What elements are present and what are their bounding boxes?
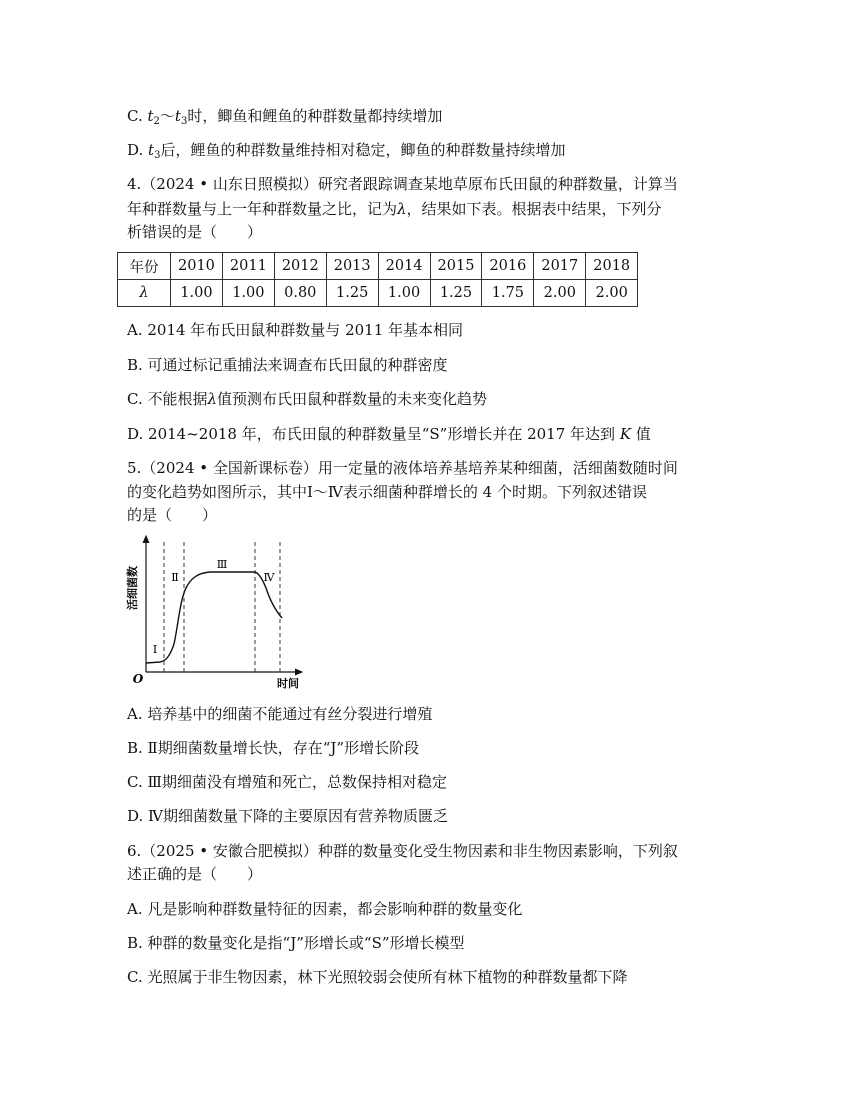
q4-option-a: A. 2014 年布氏田鼠种群数量与 2011 年基本相同 (127, 321, 464, 339)
option-text: D. 2014~2018 年，布氏田鼠的种群数量呈“S”形增长并在 2017 年达到 (127, 425, 620, 443)
time-subscript: 3 (180, 116, 188, 127)
lambda-cell: 1.00 (171, 280, 223, 307)
y-axis-label: 活细菌数 (126, 566, 139, 610)
time-subscript: 3 (154, 150, 161, 161)
option-text: 后，鲤鱼的种群数量维持相对稳定，鲫鱼的种群数量持续增加 (160, 141, 566, 159)
time-symbol: t (148, 141, 155, 159)
lambda-cell: 2.00 (586, 280, 638, 307)
q5-option-c: C. Ⅲ期细菌没有增殖和死亡，总数保持相对稳定 (127, 773, 447, 791)
row-header-year: 年份 (118, 253, 171, 280)
q4-option-b: B. 可通过标记重捕法来调查布氏田鼠的种群密度 (127, 356, 448, 374)
lambda-cell: 1.75 (482, 280, 534, 307)
option-text: 值预测布氏田鼠种群数量的未来变化趋势 (217, 390, 488, 408)
year-cell: 2016 (482, 253, 534, 280)
q6-stem-line2: 述正确的是（ ） (127, 865, 263, 883)
q6-option-a: A. 凡是影响种群数量特征的因素，都会影响种群的数量变化 (127, 900, 523, 918)
q5-stem: 5.（2024 • 全国新课标卷）用一定量的液体培养基培养某种细菌，活细菌数随时间 (127, 459, 678, 477)
option-text: 值 (631, 425, 651, 443)
lambda-cell: 1.25 (430, 280, 482, 307)
phase-label-ii: Ⅱ (171, 571, 179, 584)
lambda-cell: 0.80 (274, 280, 326, 307)
lambda-table (117, 252, 638, 307)
phase-label-i: Ⅰ (152, 643, 158, 656)
q5-option-d: D. Ⅳ期细菌数量下降的主要原因有营养物质匮乏 (127, 807, 449, 825)
time-symbol: t (174, 107, 181, 125)
q3-option-c (127, 106, 442, 132)
option-text: 时，鲫鱼和鲤鱼的种群数量都持续增加 (187, 107, 443, 125)
q6-option-b: B. 种群的数量变化是指“J”形增长或“S”形增长模型 (127, 934, 465, 952)
year-cell: 2012 (274, 253, 326, 280)
q4-stem: 4.（2024 • 山东日照模拟）研究者跟踪调查某地草原布氏田鼠的种群数量，计算当 (127, 175, 678, 193)
phase-label-iv: Ⅳ (263, 571, 275, 584)
range-separator: ～ (159, 107, 175, 125)
bacteria-growth-figure (120, 530, 310, 695)
year-cell: 2011 (222, 253, 274, 280)
lambda-symbol: λ (207, 390, 217, 408)
q6-stem: 6.（2025 • 安徽合肥模拟）种群的数量变化受生物因素和非生物因素影响，下列叙 (127, 842, 678, 860)
q6-option-c: C. 光照属于非生物因素，林下光照较弱会使所有林下植物的种群数量都下降 (127, 968, 628, 986)
growth-curve (146, 572, 282, 663)
q4-stem-line2 (127, 199, 662, 219)
phase-label-iii: Ⅲ (216, 558, 228, 571)
q5-stem-line2: 的变化趋势如图所示，其中Ⅰ～Ⅳ表示细菌种群增长的 4 个时期。下列叙述错误 (127, 483, 647, 501)
time-subscript: 2 (153, 116, 160, 127)
q4-option-c (127, 389, 487, 409)
table-row-lambda (118, 280, 638, 307)
year-cell: 2013 (326, 253, 378, 280)
x-axis-label: 时间 (277, 677, 299, 690)
year-cell: 2010 (171, 253, 223, 280)
option-prefix: D. (127, 141, 149, 159)
k-symbol: K (619, 425, 632, 443)
year-cell: 2017 (534, 253, 586, 280)
q5-stem-line3: 的是（ ） (127, 506, 218, 524)
lambda-cell: 1.00 (378, 280, 430, 307)
lambda-cell: 1.00 (222, 280, 274, 307)
time-symbol: t (147, 107, 154, 125)
q4-stem-line3: 析错误的是（ ） (127, 223, 263, 241)
row-header-lambda: λ (118, 280, 171, 307)
year-cell: 2014 (378, 253, 430, 280)
lambda-cell: 2.00 (534, 280, 586, 307)
option-prefix: C. (127, 107, 148, 125)
q4-stem-text: ，结果如下表。根据表中结果，下列分 (406, 200, 662, 218)
option-text: C. 不能根据 (127, 390, 208, 408)
year-cell: 2015 (430, 253, 482, 280)
lambda-cell: 1.25 (326, 280, 378, 307)
q5-option-a: A. 培养基中的细菌不能通过有丝分裂进行增殖 (127, 705, 433, 723)
table-row-year (118, 253, 638, 280)
q4-stem-text: 年种群数量与上一年种群数量之比，记为 (127, 200, 398, 218)
q4-option-d (127, 424, 651, 444)
lambda-symbol: λ (397, 200, 407, 218)
origin-label: O (132, 672, 144, 686)
year-cell: 2018 (586, 253, 638, 280)
q3-option-d (127, 140, 565, 166)
q5-option-b: B. Ⅱ期细菌数量增长快，存在“J”形增长阶段 (127, 739, 420, 757)
